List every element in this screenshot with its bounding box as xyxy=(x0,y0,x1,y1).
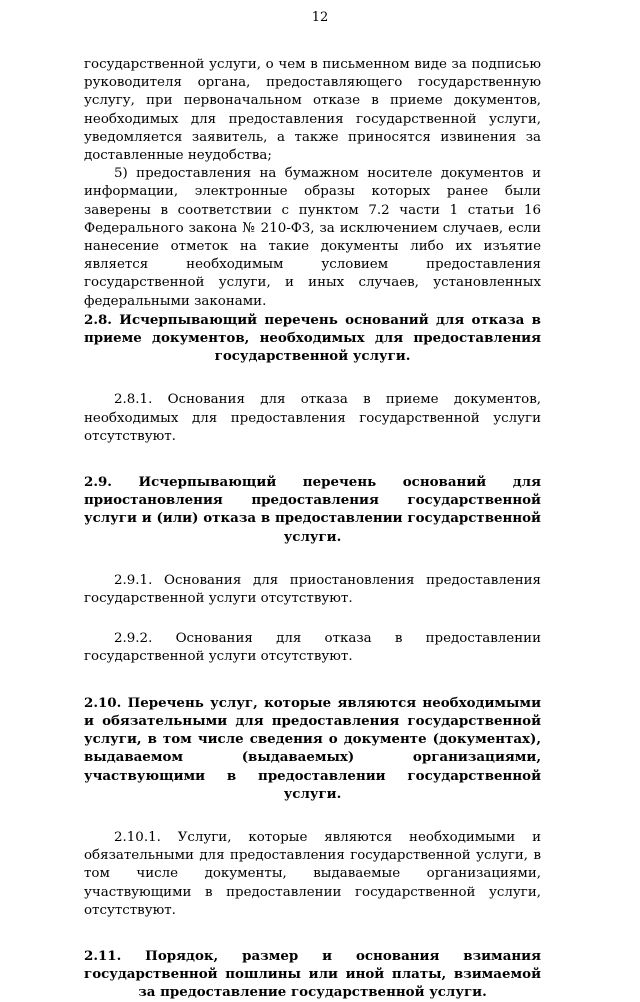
page-content xyxy=(84,56,541,1002)
paragraph-2-9-1: 2.9.1. Основания для приостановления предоставления государственной услуги отсутствуют. xyxy=(84,572,541,607)
paragraph-2-10-1: 2.10.1. Услуги, которые являются необходимыми и обязательными для предоставления государственной услуги, в том числе документы, выдаваемые организациями, участвующими в предоставлении государственной услуги, отсутствуют. xyxy=(84,829,541,918)
heading-2-10: 2.10. Перечень услуг, которые являются необходимыми и обязательными для предоставления государственной услуги, в том числе сведения о документе (документах), выдаваемом (выдаваемых) организациями, участвующими в предоставлении государственной услуги. xyxy=(84,694,541,802)
paragraph-continued: государственной услуги, о чем в письменном виде за подписью руководителя органа, предоставляющего государственную услугу, при первоначальном отказе в приеме документов, необходимых для предоставления государственной услуги, уведомляется заявитель, а также приносятся извинения за доставленные неудобства; xyxy=(84,57,541,164)
heading-2-9: 2.9. Исчерпывающий перечень оснований для приостановления предоставления государственной услуги и (или) отказа в предоставлении государственной услуги. xyxy=(84,474,541,545)
paragraph-item-5: 5) предоставления на бумажном носителе документов и информации, электронные образы которых ранее были заверены в соответствии с пунктом 7.2 части 1 статьи 16 Федерального закона № 210-ФЗ, за исключением случаев, если нанесение отметок на такие документы либо их изъятие является необходимым условием предоставления государственной услуги, и иных случаев, установленных федеральными законами. xyxy=(84,166,541,309)
heading-2-11: 2.11. Порядок, размер и основания взимания государственной пошлины или иной платы, взимаемой за предоставление государственной услуги. xyxy=(84,947,541,1001)
page-number: 12 xyxy=(311,10,329,25)
heading-2-8: 2.8. Исчерпывающий перечень оснований для отказа в приеме документов, необходимых для предоставления государственной услуги. xyxy=(84,311,541,365)
paragraph-2-8-1: 2.8.1. Основания для отказа в приеме документов, необходимых для предоставления государственной услуги отсутствуют. xyxy=(84,392,541,444)
paragraph-2-9-2: 2.9.2. Основания для отказа в предоставлении государственной услуги отсутствуют. xyxy=(84,631,541,665)
